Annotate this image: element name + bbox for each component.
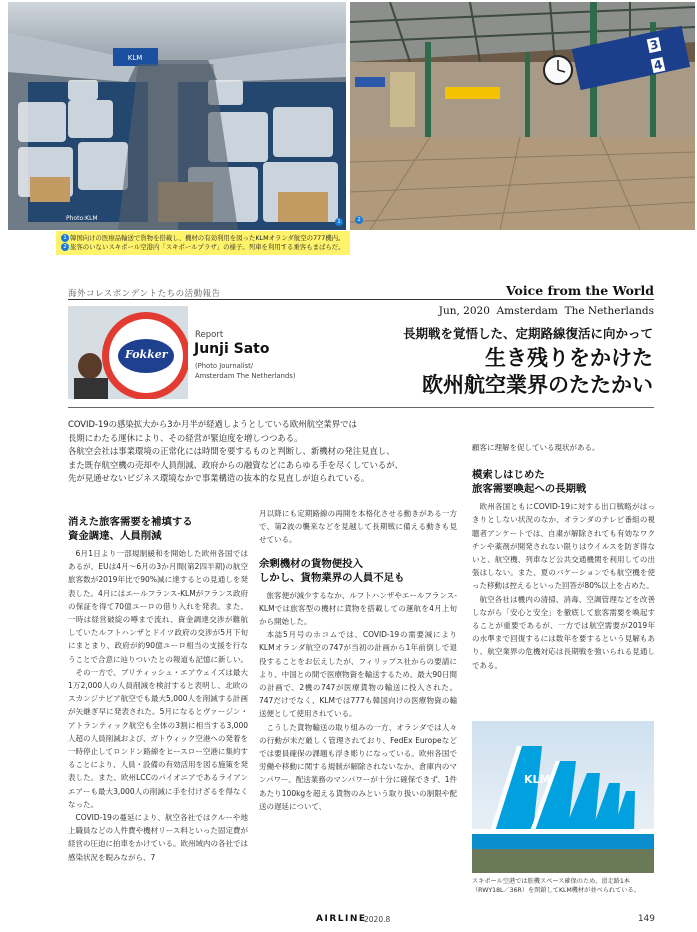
paragraph: 欧州各国ともにCOVID-19に対する出口戦略がはっきりとしない状況のなか、オランダのテレビ番組の視聴者アンケートでは、自粛が解除されても有効なワクチンや薬剤が開発されない限りはウイルスを防ぎ得ないと、航空機、列車など公共交通機関を利用しての出張はしない。また、夏のバケーションでも航空機を使った移動は控えるといった回答が80%以上を占めた。 [472, 502, 655, 591]
fokker-logo-text: Fokker [125, 348, 168, 361]
headline-line-2: 欧州航空業界のたたかい [422, 373, 653, 397]
col2-intro: 月以降にも定期路線の再開を本格化させる動きがある一方で、第2波の襲来などを見越して長期戦に備える動きも見せている。 [259, 509, 457, 545]
caption-text-2: 旅客のいないスキポール空港内「スキポールプラザ」の様子。列車を利用する乗客もまばらだ。 [70, 243, 345, 251]
lead-line: また既存航空機の売却や人員削減、政府からの融資などにあらゆる手を尽くしているが、 [68, 459, 403, 470]
cabin-photo [8, 2, 346, 230]
title-rule [68, 407, 654, 408]
klm-tails-photo [472, 721, 654, 873]
lead-line: 先が見通せないビジネス環境なかで事業構造の抜本的な見直しが迫られている。 [68, 473, 370, 484]
klm-tails-art [472, 721, 654, 873]
caption-text-1: 韓国向けの医療品輸送で貨物を搭載し、機材の有効利用を図ったKLMオランダ航空の777機内。 [70, 234, 345, 242]
col3-heading-2: 旅客需要喚起への長期戦 [472, 483, 587, 496]
column-3 [472, 441, 655, 672]
svg-text:KLM: KLM [127, 54, 143, 62]
lead-line: 長期にわたる運休により、その経営が緊迫度を増しつつある。 [68, 432, 303, 443]
paragraph: こうした貨物輸送の取り組みの一方、オランダでは人々の行動が未だ厳しく管理されており、FedEx Europeなどでは要員確保の課題も浮き彫りになっている。欧州各国で労働や移動に関する規制が解除されないなか、倉庫内のマンパワー、配送業務のマンパワーが十分に確保できず、1件あたり100kgを超える貨物のみという取り扱いの制限や配送の遅延について、 [259, 722, 457, 811]
paragraph: 航空各社は機内の清掃、消毒、空調管理などを改善しながら「安心と安全」を徹底して旅客需要を喚起することが重要であるが、一方では航空需要が2019年の水準まで回復するには数年を要するという見解もあり、航空業界の危機対応は長期戦を強いられる見通しである。 [472, 594, 655, 670]
photo-badge-2: 2 [355, 216, 363, 224]
col3-intro: 顧客に理解を促している現状がある。 [472, 443, 600, 452]
lead-line: 各航空会社は事業環境の正常化には時間を要するものと判断し、新機材の発注見直し、 [68, 446, 395, 457]
col1-heading-1: 消えた旅客需要を補填する [68, 516, 193, 528]
col3-heading-1: 模索しはじめた [472, 469, 545, 482]
cabin-photo-art [8, 2, 346, 230]
page-number: 149 [637, 914, 655, 924]
col1-heading-2: 資金調達、人員削減 [68, 530, 162, 542]
footer-brand: AIRLINE [316, 914, 367, 924]
paragraph: その一方で、ブリティッシュ・エアウェイズは最大1万2,000人の人員削減を検討すると表明し、北欧のスカンジナビア航空でも最大5,000人を削減する計画が矢継ぎ早に発表された。5月になるとヴァージン・アトランティック航空も全体の3割に相当する3,000人超の人員削減および、ガトウィック空港への発着を一時停止してロンドン路線をヒースロー空港に集約することにより、人員・設備の有効活用を図る施策を発表した。また、欧州LCCのパイオニアであるライアンエアーも最大3,000人の削減に手を付けざるを得なくなった。 [68, 667, 248, 809]
reporter-title-2: Amsterdam The Netherlands) [195, 372, 296, 380]
report-role: Report [195, 330, 224, 340]
column-1 [68, 515, 248, 864]
lead-line: COVID-19の感染拡大から3か月半が経過しようとしている欧州航空業界では [68, 419, 357, 429]
reporter-photo [68, 306, 188, 399]
board-digit-3: 3 [648, 37, 660, 53]
header-rule [68, 299, 654, 300]
caption-num-2: 2 [61, 243, 69, 251]
photo-badge-1: 1 [335, 218, 343, 226]
lead-text [68, 418, 460, 486]
headline-kicker: 長期戦を覚悟した、定期路線復活に向かって [402, 326, 653, 341]
paragraph: 本誌5月号のホコムでは、COVID-19の需要減によりKLMオランダ航空の747が当初の計画から1年前倒しで退役することをお伝えしたが、フィリップス社からの要請により、中国との間で医療物資を輸送するため、最大90日間の計画で、2機の747が医療貨物の輸送に投入された。747だけでなく、KLMでは777も韓国向けの医療物資の輸送便として使用されている。 [259, 630, 457, 719]
reporter-name: Junji Sato [194, 341, 270, 357]
reporter-title-1: (Photo Journalist/ [195, 362, 254, 370]
dateline: Jun, 2020 Amsterdam The Netherlands [438, 305, 654, 317]
paragraph: 旅客便が減少するなか、ルフトハンザやエールフランス-KLMでは旅客型の機材に貨物を搭載しての運航を4月上旬から開始した。 [259, 590, 457, 627]
paragraph: COVID-19の蔓延により、航空各社ではクルーや地上職員などの人件費や機材リース料といった固定費が経営の圧迫に拍車をかけている。欧州域内の各社では感染状況を睨みながら、7 [68, 813, 248, 862]
klm-photo-caption: スキポール空港では駐機スペース確保のため、滑走路1本（RWY18L／36R）を閉鎖してKLM機材が並べられている。 [472, 878, 640, 894]
column-2 [259, 507, 457, 813]
tail-klm-text: KLM [524, 773, 551, 786]
board-digit-4: 4 [652, 57, 664, 73]
photo-caption [56, 231, 350, 255]
col2-heading-2: しかし、貨物業界の人員不足も [259, 571, 405, 584]
photo-credit: Photo:KLM [66, 215, 98, 222]
headline-line-1: 生き残りをかけた [485, 346, 653, 370]
airport-photo-art [350, 2, 695, 230]
footer-issue: 2020.8 [364, 915, 391, 924]
airport-photo [350, 2, 695, 230]
caption-num-1: 1 [61, 234, 69, 242]
col2-heading-1: 余剰機材の貨物便投入 [259, 557, 363, 570]
paragraph: 6月1日より一部規制緩和を開始した欧州各国ではあるが、EUは4月〜6月の3か月間(第2四半期)の航空旅客数が2019年比で90%減に達するとの見通しを発表した。4月にはエールフランス-KLMがフランス政府の保証を得て70億ユーロの借り入れを発表。また、一時は経営破綻の噂まで流れ、資金調達交渉が難航していたルフトハンザとドイツ政府の交渉が5月下旬にまとまり、政府が約90億ユーロ相当の支援を行なうことで合意に辿りついたとの報道も記憶に新しい。 [68, 549, 248, 664]
series-label: 海外コレスポンデントたちの活動報告 [68, 289, 221, 299]
series-title: Voice from the World [505, 283, 654, 298]
